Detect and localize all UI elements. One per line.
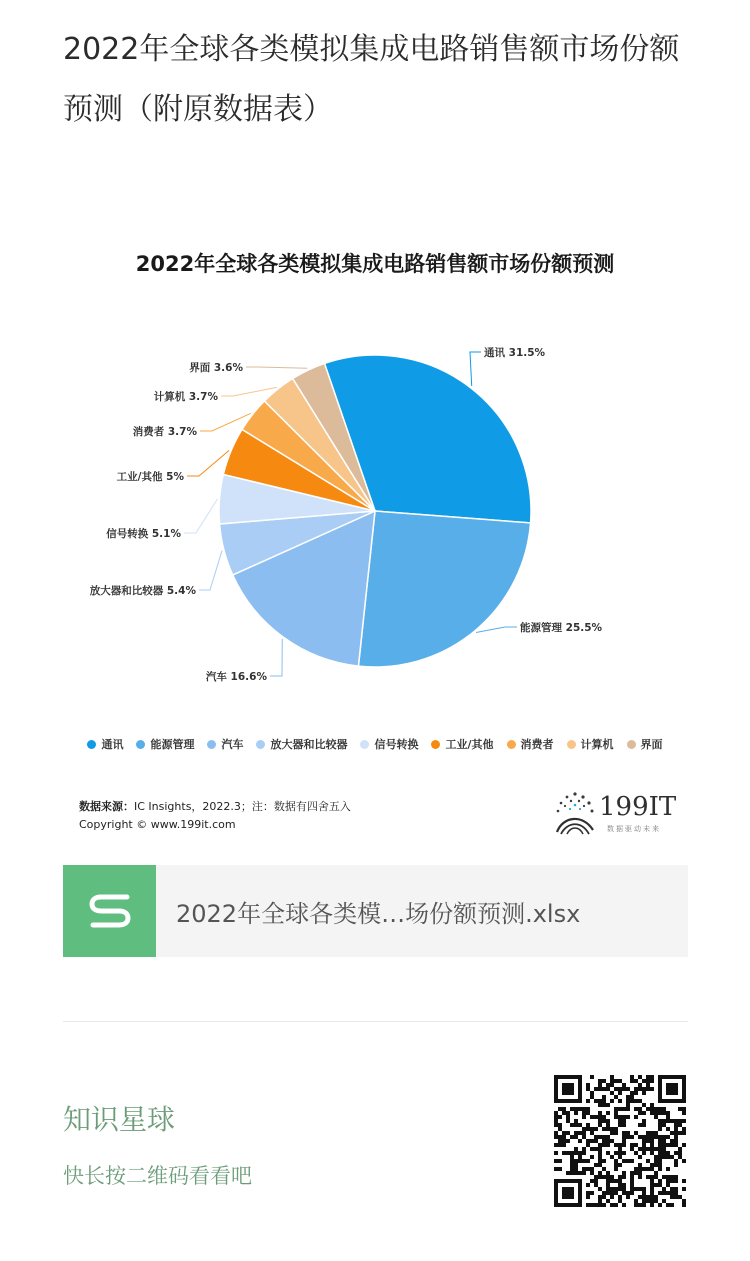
pie-leader-line <box>199 551 222 590</box>
legend-swatch <box>207 740 216 749</box>
pie-slice <box>358 511 530 667</box>
legend-item <box>256 736 347 752</box>
attachment-file-name[interactable]: 2022年全球各类模…场份额预测.xlsx <box>176 899 581 928</box>
copyright: Copyright © www.199it.com <box>79 818 236 831</box>
legend-item <box>360 736 418 752</box>
brand-tagline: 数据驱动未来 <box>607 825 661 833</box>
promo-subtitle: 快长按二维码看看吧 <box>63 1164 252 1188</box>
pie-chart <box>0 300 750 720</box>
pie-data-label: 信号转换 5.1% <box>106 528 181 540</box>
legend-item <box>431 736 493 752</box>
legend-swatch <box>87 740 96 749</box>
legend-swatch <box>360 740 369 749</box>
pie-data-label: 放大器和比较器 5.4% <box>89 585 196 597</box>
chart-title: 2022年全球各类模拟集成电路销售额市场份额预测 <box>135 252 615 276</box>
legend-label: 通讯 <box>101 738 124 751</box>
legend-swatch <box>627 740 636 749</box>
pie-data-label: 汽车 16.6% <box>205 671 267 683</box>
legend-swatch <box>507 740 516 749</box>
legend-item <box>627 736 663 752</box>
legend-swatch <box>136 740 145 749</box>
pie-data-label: 消费者 3.7% <box>132 426 197 438</box>
pie-data-label: 界面 3.6% <box>189 362 243 374</box>
article-title: 2022年全球各类模拟集成电路销售额市场份额预测（附原数据表） <box>63 32 680 127</box>
pie-leader-line <box>476 627 517 632</box>
pie-leader-line <box>246 367 307 368</box>
brand-swirl-icon <box>553 790 597 836</box>
pie-data-label: 计算机 3.7% <box>153 391 218 403</box>
legend-item <box>567 736 614 752</box>
qr-code-icon[interactable] <box>554 1075 686 1207</box>
pie-data-label: 能源管理 25.5% <box>520 622 603 634</box>
legend-swatch <box>567 740 576 749</box>
legend-label: 信号转换 <box>374 738 419 751</box>
legend-swatch <box>431 740 440 749</box>
legend-label: 界面 <box>640 738 663 751</box>
pie-data-label: 通讯 31.5% <box>484 347 546 359</box>
legend-swatch <box>256 740 265 749</box>
legend-label: 计算机 <box>580 738 614 751</box>
source-text: IC Insights，2022.3；注：数据有四舍五入 <box>134 800 351 813</box>
source-label: 数据来源： <box>79 800 134 813</box>
legend-label: 放大器和比较器 <box>270 738 348 751</box>
legend-label: 能源管理 <box>150 738 195 751</box>
chart-legend <box>0 736 750 752</box>
pie-leader-line <box>470 352 481 386</box>
promo-title: 知识星球 <box>63 1103 176 1136</box>
legend-item <box>136 736 194 752</box>
legend-item <box>207 736 243 752</box>
brand-name: 199IT <box>599 792 677 822</box>
pie-leader-line <box>270 639 282 676</box>
pie-leader-line <box>221 387 277 396</box>
source-note <box>79 798 351 814</box>
pie-leader-line <box>184 499 217 533</box>
pie-leader-line <box>187 450 229 476</box>
spreadsheet-s-icon <box>63 865 156 957</box>
attachment-card[interactable] <box>63 865 688 957</box>
legend-item <box>87 736 123 752</box>
legend-label: 汽车 <box>221 738 244 751</box>
legend-item <box>507 736 554 752</box>
section-divider <box>63 1021 688 1022</box>
legend-label: 消费者 <box>520 738 554 751</box>
legend-label: 工业/其他 <box>445 738 494 751</box>
pie-data-label: 工业/其他 5% <box>116 471 184 483</box>
brand-logo <box>553 790 683 838</box>
